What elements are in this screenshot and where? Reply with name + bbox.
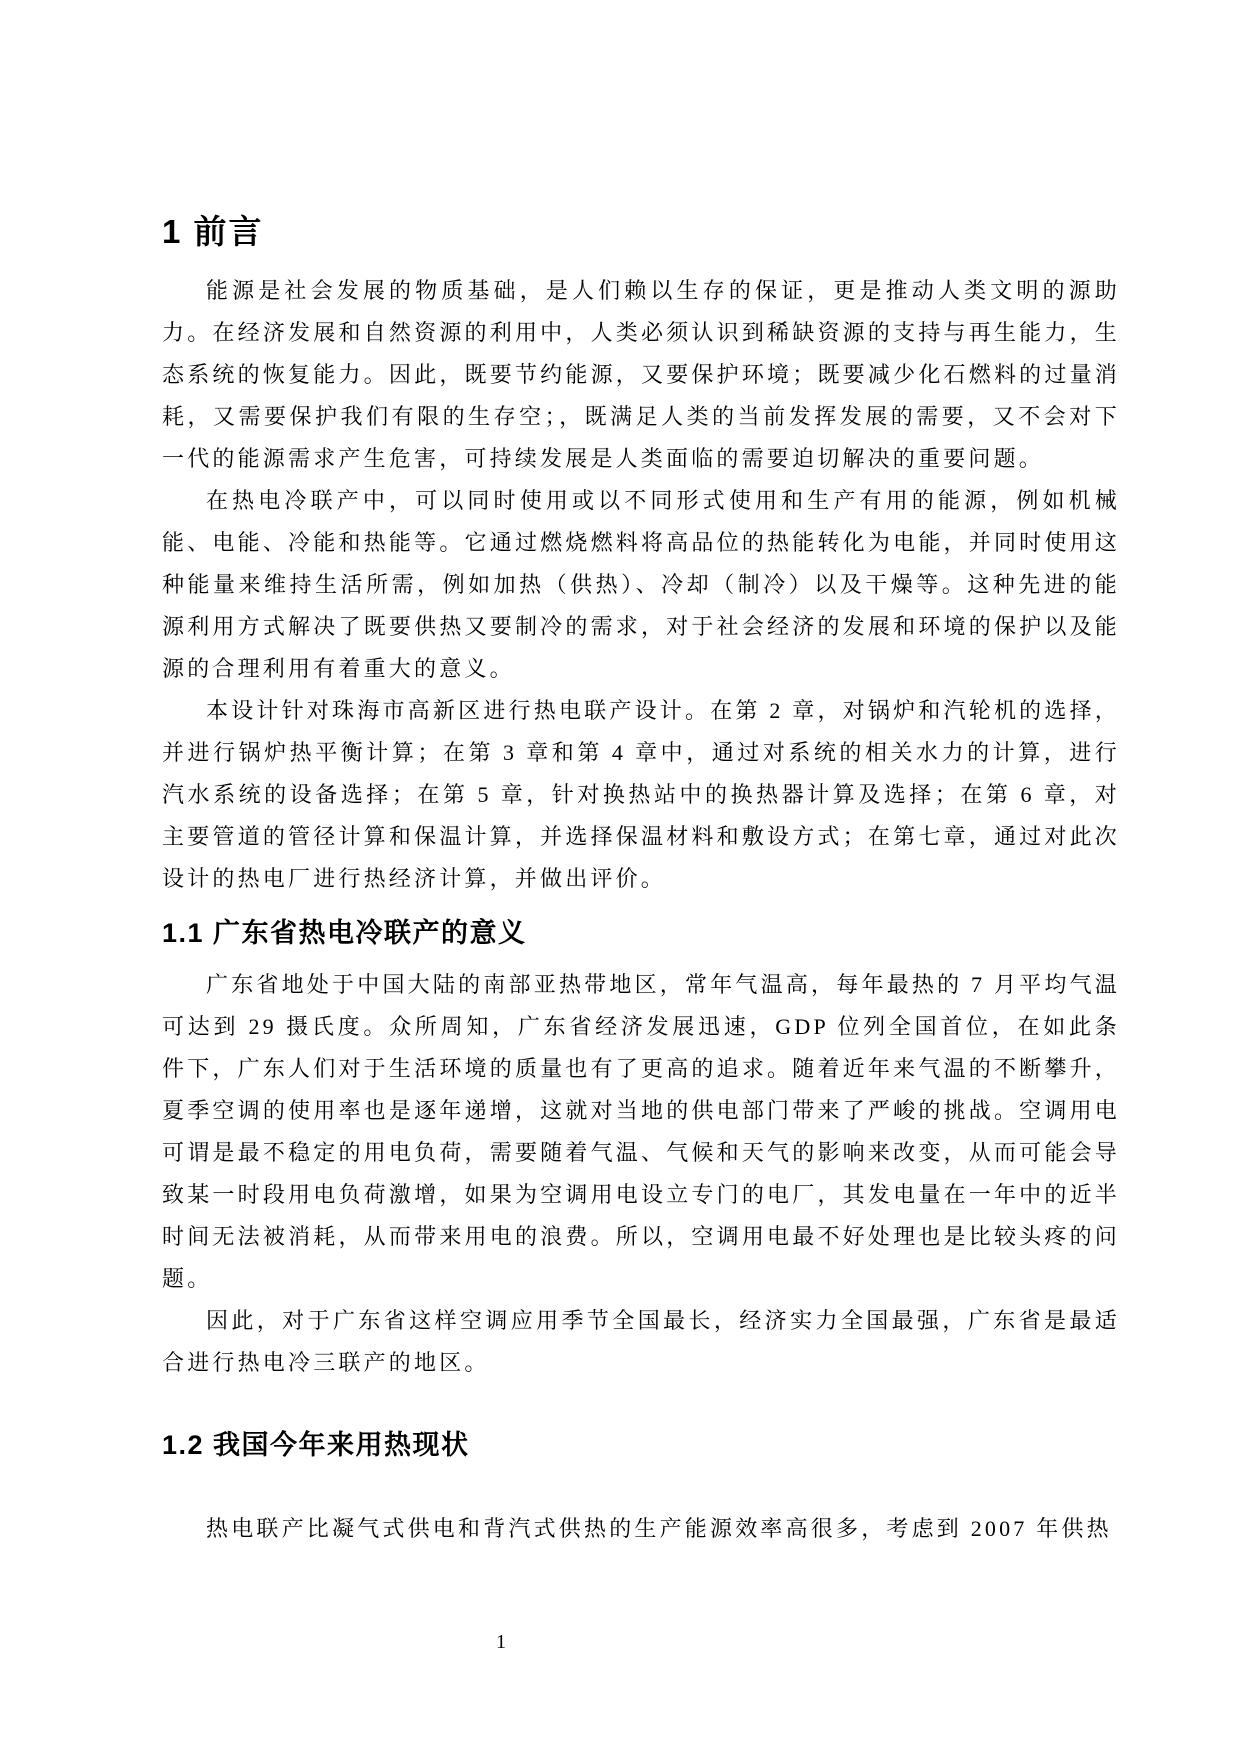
paragraph-guangdong-conclusion: 因此，对于广东省这样空调应用季节全国最长，经济实力全国最强，广东省是最适合进行热电冷三联产的地区。 bbox=[162, 1308, 1120, 1375]
paragraph-cchp-intro: 在热电冷联产中，可以同时使用或以不同形式使用和生产有用的能源，例如机械能、电能、冷能和热能等。它通过燃烧燃料将高品位的热能转化为电能，并同时使用这种能量来维持生活所需，例如加热（供热）、冷却（制冷）以及干燥等。这种先进的能源利用方式解决了既要供热又要制冷的需求，对于社会经济的发展和环境的保护以及能源的合理利用有着重大的意义。 bbox=[162, 488, 1120, 681]
chapter-1-heading: 1 前言 bbox=[162, 213, 264, 250]
paragraph-heat-supply-status: 热电联产比凝气式供电和背汽式供热的生产能源效率高很多，考虑到 2007 年供热 bbox=[206, 1516, 1112, 1541]
page-content bbox=[162, 212, 1120, 1550]
page-number: 1 bbox=[496, 1631, 506, 1653]
section-1-1-heading: 1.1 广东省热电冷联产的意义 bbox=[162, 918, 527, 948]
paragraph-design-overview: 本设计针对珠海市高新区进行热电联产设计。在第 2 章，对锅炉和汽轮机的选择，并进行锅炉热平衡计算；在第 3 章和第 4 章中，通过对系统的相关水力的计算，进行汽水系统的设备选择；在第 5 章，针对换热站中的换热器计算及选择；在第 6 章，对主要管道的管径计算和保温计算，并选择保温材料和敷设方式；在第七章，通过对此次设计的热电厂进行热经济计算，并做出评价。 bbox=[162, 698, 1120, 891]
paragraph-guangdong-climate: 广东省地处于中国大陆的南部亚热带地区，常年气温高，每年最热的 7 月平均气温可达到 29 摄氏度。众所周知，广东省经济发展迅速，GDP 位列全国首位，在如此条件下，广东人们对于生活环境的质量也有了更高的追求。随着近年来气温的不断攀升，夏季空调的使用率也是逐年递增，这就对当地的供电部门带来了严峻的挑战。空调用电可谓是最不稳定的用电负荷，需要随着气温、气候和天气的影响来改变，从而可能会导致某一时段用电负荷激增，如果为空调用电设立专门的电厂，其发电量在一年中的近半时间无法被消耗，从而带来用电的浪费。所以，空调用电最不好处理也是比较头疼的问题。 bbox=[162, 972, 1120, 1291]
section-1-2-heading: 1.2 我国今年来用热现状 bbox=[162, 1430, 470, 1460]
paragraph-energy-basis: 能源是社会发展的物质基础，是人们赖以生存的保证，更是推动人类文明的源助力。在经济发展和自然资源的利用中，人类必须认识到稀缺资源的支持与再生能力，生态系统的恢复能力。因此，既要节约能源，又要保护环境；既要减少化石燃料的过量消耗，又需要保护我们有限的生存空；，既满足人类的当前发挥发展的需要，又不会对下一代的能源需求产生危害，可持续发展是人类面临的需要迫切解决的重要问题。 bbox=[162, 278, 1120, 471]
